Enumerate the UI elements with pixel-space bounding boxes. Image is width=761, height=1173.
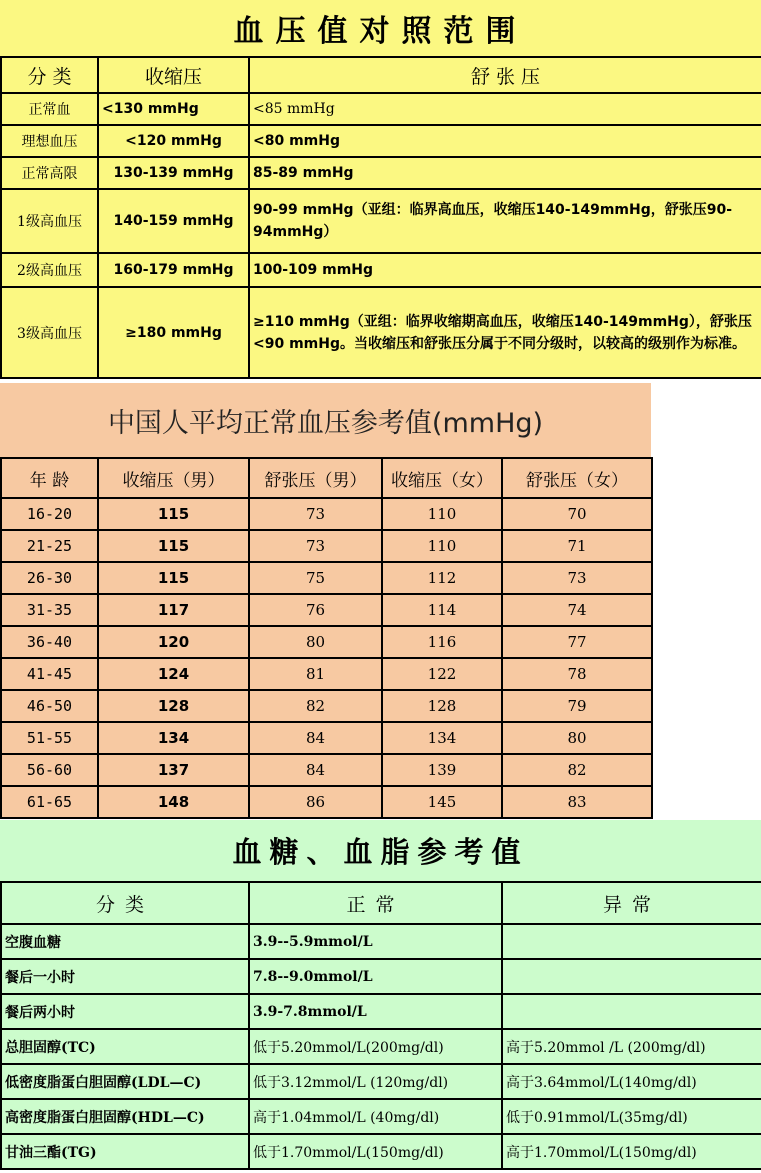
header-abnormal: 异常	[502, 882, 761, 924]
age-cell: 21-25	[1, 530, 98, 562]
glucose-lipid-title: 血糖、血脂参考值	[0, 820, 761, 881]
bp-reference-section	[0, 383, 651, 819]
sys-male-cell: 120	[98, 626, 249, 658]
normal-cell: 低于1.70mmol/L(150mg/dl)	[249, 1134, 502, 1169]
table-row	[1, 157, 761, 189]
item-cell: 低密度脂蛋白胆固醇(LDL—C)	[1, 1064, 249, 1099]
table-header-row	[1, 882, 761, 924]
abnormal-cell	[502, 924, 761, 959]
abnormal-cell: 高于5.20mmol /L (200mg/dl)	[502, 1029, 761, 1064]
systolic-cell: 130-139 mmHg	[98, 157, 249, 189]
normal-cell: 高于1.04mmol/L (40mg/dl)	[249, 1099, 502, 1134]
table-row	[1, 530, 652, 562]
header-age: 年 龄	[1, 458, 98, 498]
item-cell: 高密度脂蛋白胆固醇(HDL—C)	[1, 1099, 249, 1134]
bp-reference-table	[0, 457, 653, 819]
sys-female-cell: 114	[382, 594, 502, 626]
category-cell: 3级高血压	[1, 287, 98, 378]
sys-male-cell: 148	[98, 786, 249, 818]
abnormal-cell: 高于1.70mmol/L(150mg/dl)	[502, 1134, 761, 1169]
dia-female-cell: 73	[502, 562, 652, 594]
category-cell: 2级高血压	[1, 253, 98, 287]
sys-male-cell: 137	[98, 754, 249, 786]
sys-male-cell: 115	[98, 530, 249, 562]
dia-female-cell: 82	[502, 754, 652, 786]
dia-female-cell: 83	[502, 786, 652, 818]
category-cell: 理想血压	[1, 125, 98, 157]
sys-female-cell: 145	[382, 786, 502, 818]
abnormal-cell	[502, 959, 761, 994]
normal-cell: 低于5.20mmol/L(200mg/dl)	[249, 1029, 502, 1064]
table-row	[1, 959, 761, 994]
dia-male-cell: 80	[249, 626, 382, 658]
systolic-cell: 140-159 mmHg	[98, 189, 249, 253]
item-cell: 餐后两小时	[1, 994, 249, 1029]
sys-male-cell: 115	[98, 498, 249, 530]
table-row	[1, 562, 652, 594]
table-row	[1, 1134, 761, 1169]
glucose-lipid-section	[0, 820, 761, 1170]
table-row	[1, 754, 652, 786]
header-normal: 正常	[249, 882, 502, 924]
item-cell: 甘油三酯(TG)	[1, 1134, 249, 1169]
category-cell: 1级高血压	[1, 189, 98, 253]
glucose-lipid-table	[0, 881, 761, 1170]
bp-ranges-title: 血压值对照范围	[0, 0, 761, 56]
table-row	[1, 786, 652, 818]
table-row	[1, 690, 652, 722]
header-category: 分 类	[1, 57, 98, 93]
glucose-lipid-body	[1, 924, 761, 1169]
normal-cell: 低于3.12mmol/L (120mg/dl)	[249, 1064, 502, 1099]
dia-male-cell: 86	[249, 786, 382, 818]
sys-female-cell: 112	[382, 562, 502, 594]
header-dia-male: 舒张压（男）	[249, 458, 382, 498]
dia-male-cell: 73	[249, 498, 382, 530]
diastolic-cell: <85 mmHg	[249, 93, 761, 125]
systolic-cell: 160-179 mmHg	[98, 253, 249, 287]
dia-female-cell: 70	[502, 498, 652, 530]
dia-male-cell: 84	[249, 722, 382, 754]
table-header-row	[1, 57, 761, 93]
normal-cell: 3.9-7.8mmol/L	[249, 994, 502, 1029]
category-cell: 正常血	[1, 93, 98, 125]
normal-cell: 3.9--5.9mmol/L	[249, 924, 502, 959]
age-cell: 46-50	[1, 690, 98, 722]
dia-male-cell: 73	[249, 530, 382, 562]
item-cell: 餐后一小时	[1, 959, 249, 994]
age-cell: 16-20	[1, 498, 98, 530]
systolic-cell: ≥180 mmHg	[98, 287, 249, 378]
dia-male-cell: 75	[249, 562, 382, 594]
sys-female-cell: 128	[382, 690, 502, 722]
age-cell: 61-65	[1, 786, 98, 818]
normal-cell: 7.8--9.0mmol/L	[249, 959, 502, 994]
dia-male-cell: 82	[249, 690, 382, 722]
table-row	[1, 626, 652, 658]
table-row	[1, 498, 652, 530]
table-row	[1, 658, 652, 690]
age-cell: 36-40	[1, 626, 98, 658]
dia-female-cell: 79	[502, 690, 652, 722]
table-row	[1, 594, 652, 626]
header-sys-male: 收缩压（男）	[98, 458, 249, 498]
systolic-cell: <130 mmHg	[98, 93, 249, 125]
bp-reference-title: 中国人平均正常血压参考值(mmHg)	[0, 383, 651, 457]
table-row	[1, 994, 761, 1029]
category-cell: 正常高限	[1, 157, 98, 189]
sys-female-cell: 139	[382, 754, 502, 786]
header-sys-female: 收缩压（女）	[382, 458, 502, 498]
table-row	[1, 924, 761, 959]
sys-male-cell: 134	[98, 722, 249, 754]
table-row	[1, 287, 761, 378]
table-row	[1, 1064, 761, 1099]
item-cell: 空腹血糖	[1, 924, 249, 959]
abnormal-cell: 高于3.64mmol/L(140mg/dl)	[502, 1064, 761, 1099]
age-cell: 26-30	[1, 562, 98, 594]
sys-female-cell: 110	[382, 530, 502, 562]
diastolic-cell: 90-99 mmHg（亚组：临界高血压，收缩压140-149mmHg，舒张压90-94mmHg）	[249, 189, 761, 253]
sys-female-cell: 122	[382, 658, 502, 690]
sys-male-cell: 124	[98, 658, 249, 690]
table-row	[1, 253, 761, 287]
bp-reference-body	[1, 498, 652, 818]
header-dia-female: 舒张压（女）	[502, 458, 652, 498]
diastolic-cell: ≥110 mmHg（亚组：临界收缩期高血压，收缩压140-149mmHg），舒张压<90 mmHg。当收缩压和舒张压分属于不同分级时，以较高的级别作为标准。	[249, 287, 761, 378]
abnormal-cell: 低于0.91mmol/L(35mg/dl)	[502, 1099, 761, 1134]
dia-female-cell: 71	[502, 530, 652, 562]
dia-female-cell: 78	[502, 658, 652, 690]
table-header-row	[1, 458, 652, 498]
bp-ranges-table	[0, 56, 761, 379]
dia-male-cell: 76	[249, 594, 382, 626]
systolic-cell: <120 mmHg	[98, 125, 249, 157]
table-row	[1, 1029, 761, 1064]
sys-male-cell: 128	[98, 690, 249, 722]
diastolic-cell: 85-89 mmHg	[249, 157, 761, 189]
dia-female-cell: 80	[502, 722, 652, 754]
sys-male-cell: 117	[98, 594, 249, 626]
age-cell: 31-35	[1, 594, 98, 626]
bp-ranges-section	[0, 0, 761, 379]
sys-male-cell: 115	[98, 562, 249, 594]
header-item: 分类	[1, 882, 249, 924]
table-row	[1, 93, 761, 125]
age-cell: 51-55	[1, 722, 98, 754]
table-row	[1, 722, 652, 754]
header-diastolic: 舒 张 压	[249, 57, 761, 93]
age-cell: 56-60	[1, 754, 98, 786]
abnormal-cell	[502, 994, 761, 1029]
table-row	[1, 189, 761, 253]
age-cell: 41-45	[1, 658, 98, 690]
dia-female-cell: 77	[502, 626, 652, 658]
dia-female-cell: 74	[502, 594, 652, 626]
table-row	[1, 1099, 761, 1134]
table-row	[1, 125, 761, 157]
diastolic-cell: 100-109 mmHg	[249, 253, 761, 287]
sys-female-cell: 134	[382, 722, 502, 754]
sys-female-cell: 110	[382, 498, 502, 530]
sys-female-cell: 116	[382, 626, 502, 658]
header-systolic: 收缩压	[98, 57, 249, 93]
diastolic-cell: <80 mmHg	[249, 125, 761, 157]
item-cell: 总胆固醇(TC)	[1, 1029, 249, 1064]
dia-male-cell: 81	[249, 658, 382, 690]
dia-male-cell: 84	[249, 754, 382, 786]
